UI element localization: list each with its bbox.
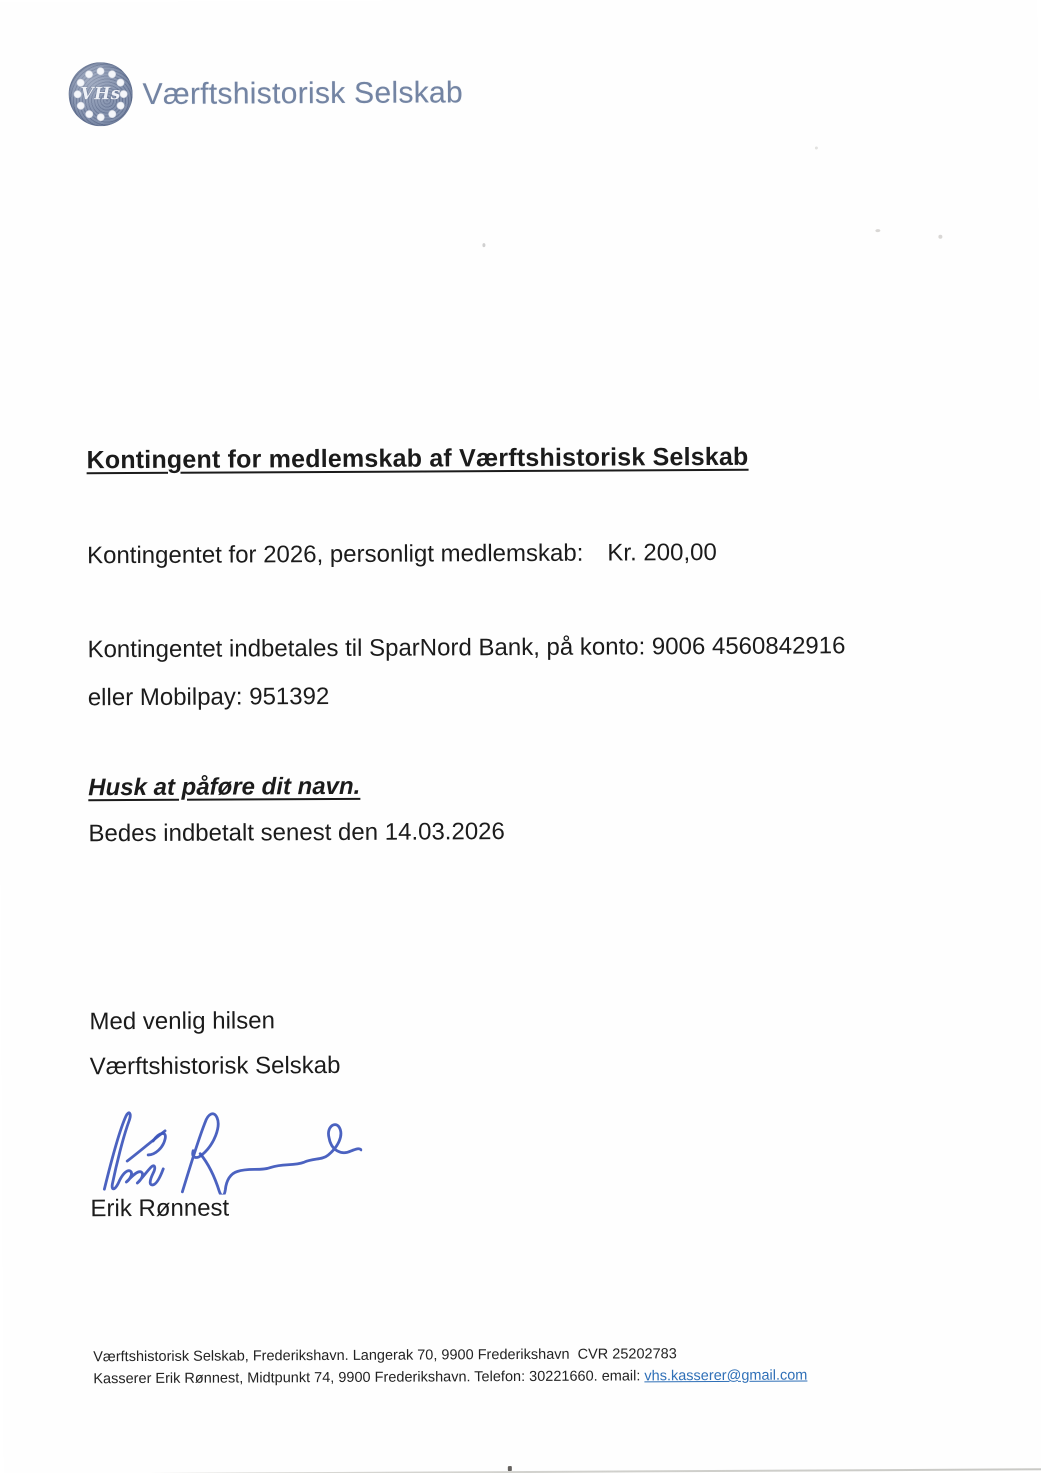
fee-line — [87, 539, 717, 570]
footer-address-line: Værftshistorisk Selskab, Frederikshavn. Langerak 70, 9900 Frederikshavn CVR 25202783 — [93, 1346, 677, 1366]
payment-mobilepay-line: eller Mobilpay: 951392 — [87, 683, 330, 712]
scan-speck — [938, 235, 942, 239]
fee-amount: Kr. 200,00 — [607, 538, 717, 567]
footer-contact-text: Kasserer Erik Rønnest, Midtpunkt 74, 9900 Frederikshavn. Telefon: 30221660. email: — [93, 1368, 645, 1388]
payment-bank-line: Kontingentet indbetales til SparNord Bank, på konto: 9006 4560842916 — [87, 632, 846, 664]
logo-monogram: VHs — [80, 84, 121, 105]
scan-speck — [875, 229, 880, 232]
fee-label: Kontingentet for 2026, personligt medlemskab: — [86, 539, 584, 570]
name-reminder-line: Husk at påføre dit navn. — [88, 772, 361, 802]
salutation-line: Med venlig hilsen — [89, 1007, 275, 1036]
footer-contact-line — [93, 1368, 807, 1388]
letterhead — [0, 0, 1038, 153]
signer-name: Erik Rønnest — [90, 1194, 230, 1223]
scan-speck — [482, 243, 485, 247]
vhs-logo-icon — [68, 62, 132, 126]
letter-heading: Kontingent for medlemskab af Værftshistorisk Selskab — [86, 442, 749, 475]
org-wordmark: Værftshistorisk Selskab — [142, 76, 464, 111]
scan-speck — [815, 146, 818, 149]
scan-edge-artifact — [4, 1468, 1041, 1473]
email-link[interactable]: vhs.kasserer@gmail.com — [644, 1367, 808, 1385]
deadline-line: Bedes indbetalt senest den 14.03.2026 — [88, 818, 505, 848]
handwritten-signature — [97, 1104, 362, 1195]
closing-org-line: Værftshistorisk Selskab — [89, 1051, 341, 1081]
